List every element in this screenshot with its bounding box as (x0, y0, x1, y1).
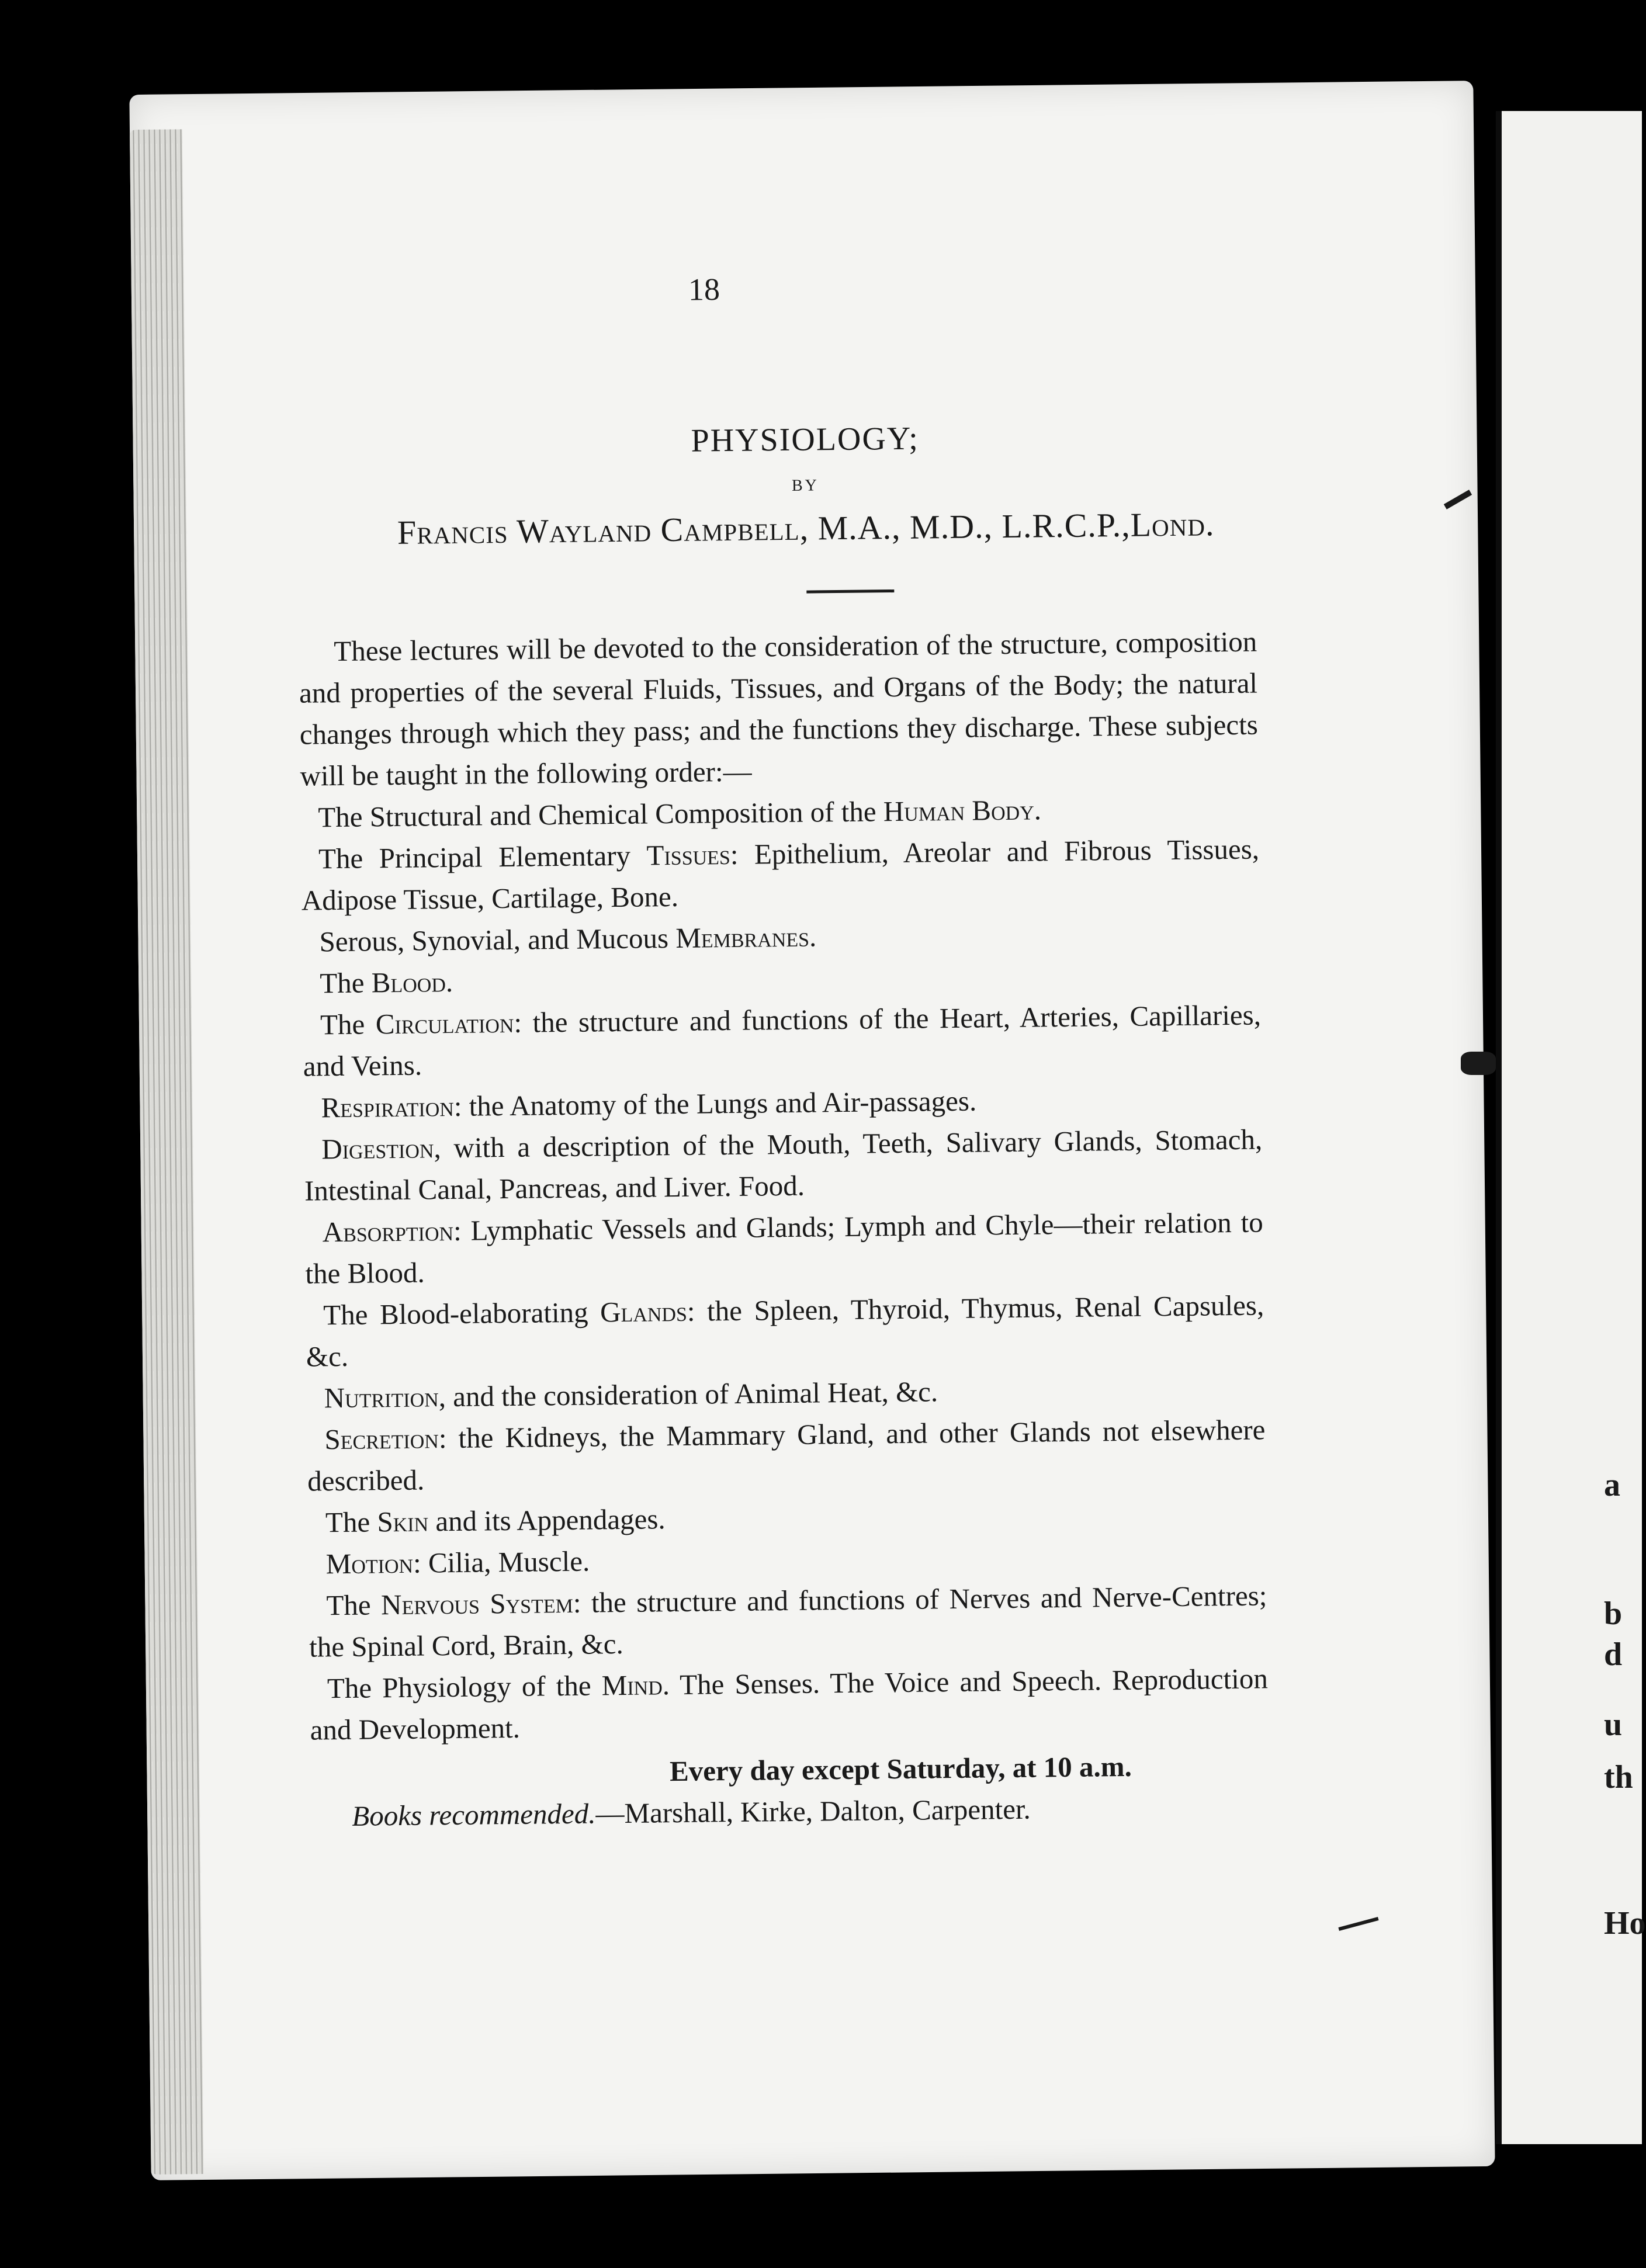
topic-text: The (325, 1506, 377, 1539)
topic-text: The (320, 966, 372, 1000)
topic-item (309, 1575, 1267, 1667)
topic-detail: . The Senses. The Voice and Speech. Reproduction and Development. (310, 1662, 1269, 1746)
topic-detail: . (809, 920, 817, 953)
section-heading: PHYSIOLOGY; (691, 420, 920, 459)
topic-text: The Blood-elaborating (323, 1296, 601, 1331)
topic-item (306, 1284, 1264, 1377)
topic-term: Human Body (883, 793, 1034, 828)
topic-text: The (326, 1589, 382, 1622)
topic-text: Serous, Synovial, and Mucous (319, 921, 676, 958)
facing-page-fragment: d (1604, 1636, 1623, 1673)
topic-detail: : the Spleen, Thyroid, Thymus, Renal Capsules, &c. (306, 1289, 1264, 1373)
topic-text: The (320, 1008, 376, 1041)
topic-term: Tissues (646, 838, 731, 872)
topic-term: Absorption (322, 1214, 454, 1249)
page-number: 18 (688, 272, 720, 307)
topic-text: The Structural and Chemical Composition of the (318, 795, 884, 834)
topic-detail: , and the consideration of Animal Heat, &c. (438, 1375, 938, 1413)
topic-item (304, 1118, 1263, 1211)
topic-detail: and its Appendages. (428, 1503, 666, 1538)
binding-tear (1461, 1052, 1496, 1075)
topic-term: Circulation (375, 1006, 514, 1041)
topic-detail: : the Kidneys, the Mammary Gland, and other Glands not elsewhere described. (307, 1413, 1266, 1497)
topic-detail: : Cilia, Muscle. (413, 1545, 590, 1579)
topic-term: Skin (377, 1505, 429, 1538)
author-line: Francis Wayland Campbell, M.A., M.D., L.R.C.P.,Lond. (397, 505, 1215, 552)
topic-term: Membranes (675, 920, 810, 954)
topic-detail: , with a description of the Mouth, Teeth, Salivary Glands, Stomach, Intestinal Canal, Pancreas, and Liver. Food. (304, 1123, 1263, 1207)
topic-term: Secretion (324, 1422, 439, 1456)
books-label: Books recommended. (351, 1797, 596, 1832)
facing-page-fragment: a (1604, 1467, 1620, 1503)
body-text (299, 621, 1270, 1837)
topic-detail: . (1034, 793, 1042, 826)
topic-item (307, 1409, 1266, 1501)
page-content (292, 0, 1391, 2268)
page-edges (130, 129, 204, 2175)
topic-text: The Physiology of the (327, 1669, 602, 1705)
topic-text: The Principal Elementary (318, 839, 647, 875)
topic-detail: : Epithelium, Areolar and Fibrous Tissues, Adipose Tissue, Cartilage, Bone. (301, 833, 1260, 917)
topic-term: Motion (325, 1546, 414, 1580)
facing-page-fragment: Ho (1604, 1905, 1646, 1941)
facing-page-fragment: b (1604, 1596, 1623, 1632)
topic-term: Respiration (321, 1090, 455, 1124)
topic-term: Glands (600, 1295, 688, 1329)
facing-page-fragment: th (1604, 1759, 1633, 1795)
topic-item (301, 828, 1260, 921)
topic-item (303, 994, 1262, 1087)
topic-detail: : Lymphatic Vessels and Glands; Lymph and Chyle—their relation to the Blood. (305, 1206, 1263, 1290)
topic-detail: : the Anatomy of the Lungs and Air-passages. (453, 1084, 977, 1122)
intro-paragraph: These lectures will be devoted to the consideration of the structure, composition and properties of the several Fluids, Tissues, and Organs of the Body; the natural changes through which they pass; and the functions they discharge. These subjects will be taught in the following order:— (299, 625, 1259, 792)
books-list: —Marshall, Kirke, Dalton, Carpenter. (595, 1792, 1031, 1830)
facing-page-fragment: u (1604, 1707, 1623, 1743)
lecture-schedule: Every day except Saturday, at 10 a.m. (669, 1750, 1132, 1788)
byline-label: BY (791, 476, 820, 495)
topic-term: Nervous System (380, 1586, 574, 1621)
facing-page (1496, 111, 1642, 2144)
divider-rule (806, 589, 894, 594)
topic-item (310, 1657, 1269, 1750)
topic-term: Mind (601, 1669, 663, 1702)
topic-term: Digestion (321, 1132, 434, 1166)
topic-detail: : the structure and functions of the Heart, Arteries, Capillaries, and Veins. (303, 998, 1262, 1083)
topic-term: Blood (371, 966, 446, 999)
topic-detail: : the structure and functions of Nerves and Nerve-Centres; the Spinal Cord, Brain, &c. (309, 1579, 1267, 1663)
topic-detail: . (445, 965, 453, 998)
topic-term: Nutrition (324, 1381, 439, 1414)
topic-item (304, 1201, 1263, 1294)
